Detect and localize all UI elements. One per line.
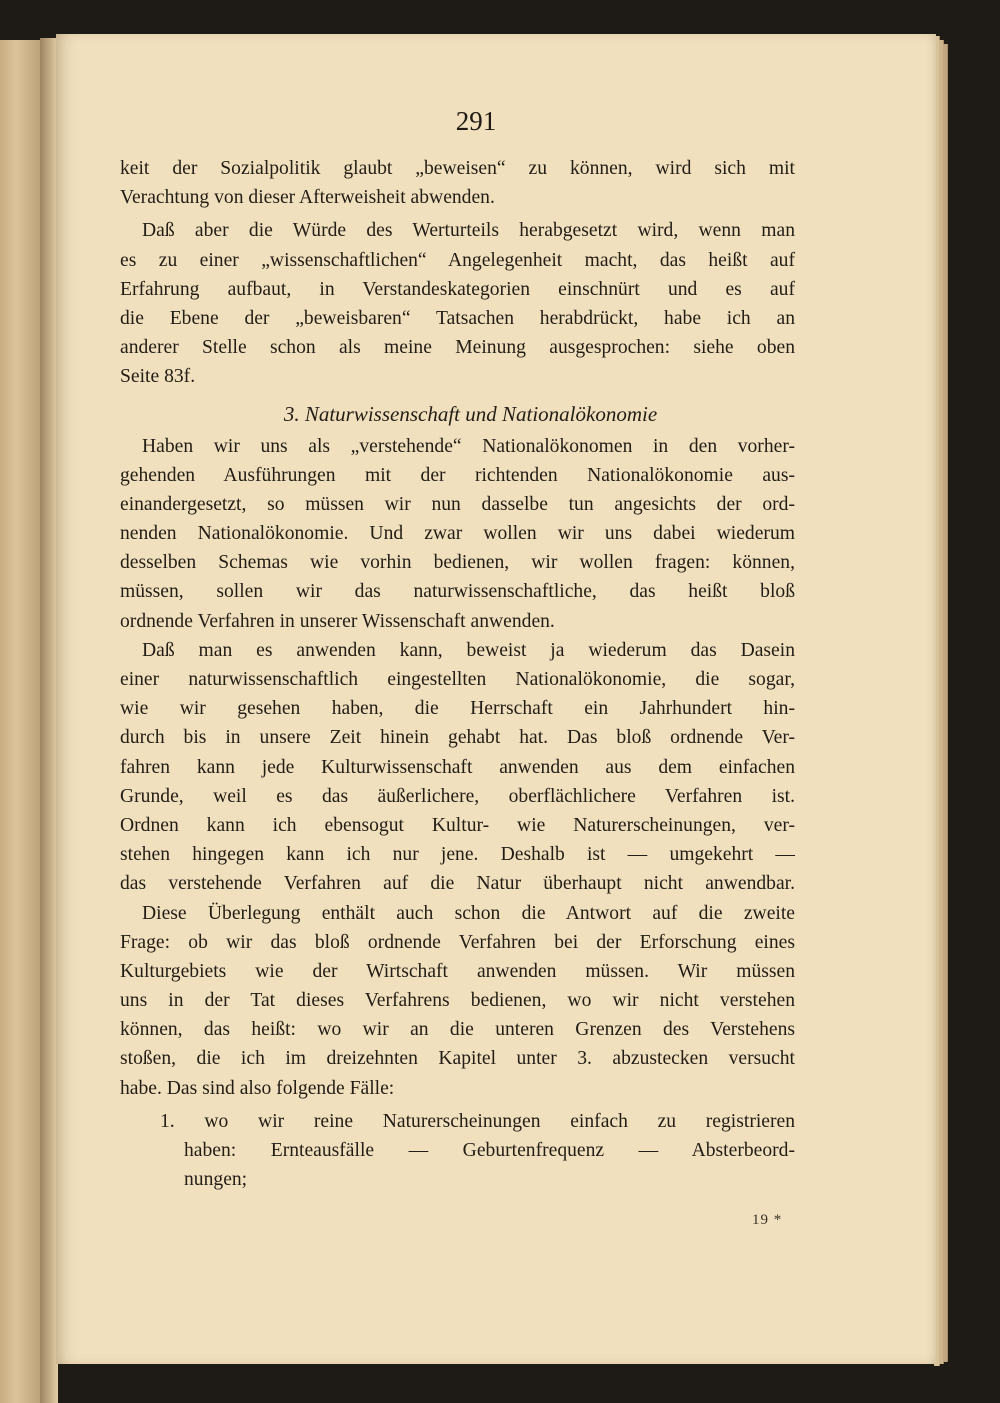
text-line: müssen, sollen wir das naturwissenschaftliche, das heißt bloß: [120, 581, 795, 603]
text-line: desselben Schemas wie vorhin bedienen, wir wollen fragen: können,: [120, 552, 795, 574]
text-line: stehen hingegen kann ich nur jene. Deshalb ist — umgekehrt —: [120, 844, 795, 866]
text-line: Ordnen kann ich ebensogut Kultur- wie Naturerscheinungen, ver-: [120, 814, 795, 836]
text-line: das verstehende Verfahren auf die Natur überhaupt nicht anwendbar.: [120, 873, 795, 895]
text-line: die Ebene der „beweisbaren“ Tatsachen herabdrückt, habe ich an: [120, 307, 795, 329]
text-line: Daß aber die Würde des Werturteils herabgesetzt wird, wenn man: [142, 220, 795, 242]
book-page: [56, 34, 936, 1364]
page-number: 291: [455, 106, 497, 136]
text-line: Kulturgebiets wie der Wirtschaft anwenden müssen. Wir müssen: [120, 960, 795, 982]
list-item-line: haben: Ernteausfälle — Geburtenfrequenz — Absterbeord-: [184, 1140, 795, 1161]
page-stack-edge: [943, 44, 948, 1362]
text-line: wie wir gesehen haben, die Herrschaft ein Jahrhundert hin-: [120, 698, 795, 720]
text-line: Diese Überlegung enthält auch schon die Antwort auf die zweite: [142, 902, 795, 924]
text-line: Erfahrung aufbaut, in Verstandeskategorien einschnürt und es auf: [120, 278, 795, 300]
text-line: Seite 83f.: [120, 366, 196, 388]
text-line: uns in der Tat dieses Verfahrens bedienen, wo wir nicht verstehen: [120, 990, 795, 1012]
text-line: Frage: ob wir das bloß ordnende Verfahren bei der Erforschung eines: [120, 931, 795, 953]
left-page-edge: [0, 40, 41, 1403]
text-line: keit der Sozialpolitik glaubt „beweisen“ zu können, wird sich mit: [120, 158, 795, 179]
section-heading: 3. Naturwissenschaft und Nationalökonomie: [283, 401, 658, 426]
text-line: anderer Stelle schon als meine Meinung ausgesprochen: siehe oben: [120, 337, 795, 359]
text-line: Daß man es anwenden kann, beweist ja wiederum das Dasein: [142, 639, 795, 661]
text-line: durch bis in unsere Zeit hinein gehabt hat. Das bloß ordnende Ver-: [120, 727, 795, 749]
text-line: gehenden Ausführungen mit der richtenden Nationalökonomie aus-: [120, 464, 795, 486]
page-body: [120, 154, 795, 1194]
list-item-line: nungen;: [184, 1169, 248, 1191]
text-line: Grunde, weil es das äußerlichere, oberflächlichere Verfahren ist.: [120, 785, 795, 807]
text-line: nenden Nationalökonomie. Und zwar wollen wir uns dabei wiederum: [120, 523, 795, 545]
text-line: Verachtung von dieser Afterweisheit abwenden.: [120, 187, 495, 209]
text-line: es zu einer „wissenschaftlichen“ Angelegenheit macht, das heißt auf: [120, 249, 795, 271]
list-item-line: 1. wo wir reine Naturerscheinungen einfach zu registrieren: [160, 1110, 795, 1132]
text-line: einer naturwissenschaftlich eingestellten Nationalökonomie, die sogar,: [120, 669, 795, 690]
text-line: stoßen, die ich im dreizehnten Kapitel unter 3. abzustecken versucht: [120, 1048, 795, 1070]
text-line: Haben wir uns als „verstehende“ Nationalökonomen in den vorher-: [142, 435, 795, 457]
text-line: fahren kann jede Kulturwissenschaft anwenden aus dem einfachen: [120, 756, 795, 778]
text-line: habe. Das sind also folgende Fälle:: [120, 1077, 395, 1099]
signature-mark: 19 *: [752, 1212, 783, 1228]
text-line: ordnende Verfahren in unserer Wissenschaft anwenden.: [120, 610, 555, 632]
text-line: einandergesetzt, so müssen wir nun dasselbe tun angesichts der ord-: [120, 493, 795, 515]
text-line: können, das heißt: wo wir an die unteren Grenzen des Verstehens: [120, 1019, 795, 1041]
